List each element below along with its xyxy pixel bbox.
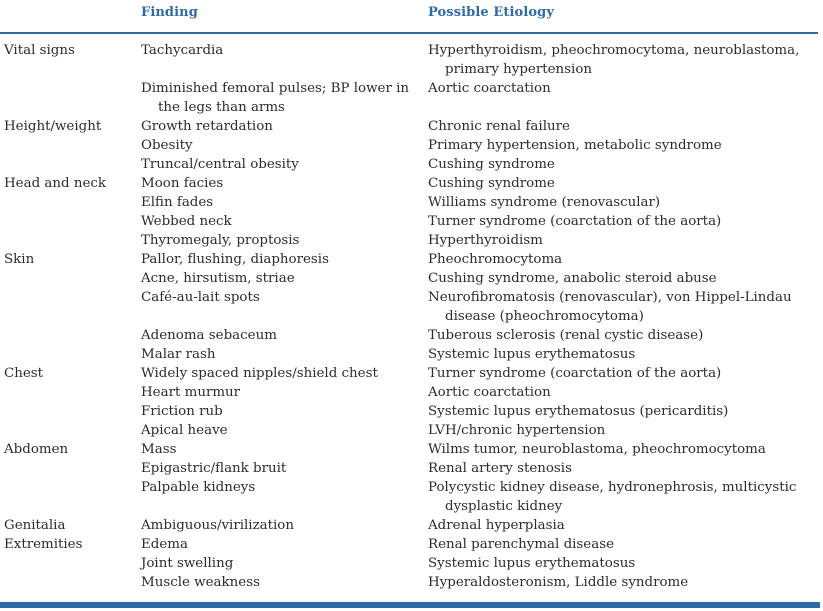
column-header-finding: Finding (141, 5, 198, 20)
table-row (0, 269, 823, 288)
row-finding: Muscle weakness (141, 575, 260, 590)
row-category: Chest (4, 366, 44, 381)
row-etiology: Systemic lupus erythematosus (pericarditis) (428, 404, 729, 419)
row-etiology: Aortic coarctation (428, 81, 551, 96)
row-finding: Joint swelling (141, 556, 234, 571)
row-etiology: Hyperaldosteronism, Liddle syndrome (428, 575, 689, 590)
table-row (0, 554, 823, 573)
table-row (0, 250, 823, 269)
table-row (0, 155, 823, 174)
row-etiology: Systemic lupus erythematosus (428, 556, 636, 571)
row-etiology: Pheochromocytoma (428, 252, 563, 267)
row-etiology: Renal artery stenosis (428, 461, 572, 476)
row-finding: Pallor, flushing, diaphoresis (141, 252, 329, 267)
table-row (0, 288, 823, 326)
row-category: Abdomen (4, 442, 69, 457)
table-row (0, 212, 823, 231)
table-row (0, 402, 823, 421)
table-row (0, 79, 823, 117)
row-finding: Elfin fades (141, 195, 214, 210)
row-etiology: Turner syndrome (coarctation of the aorta) (428, 214, 722, 229)
row-category: Height/weight (4, 119, 102, 134)
row-finding: Tachycardia (141, 43, 224, 58)
row-finding: Obesity (141, 138, 193, 153)
row-category: Skin (4, 252, 35, 267)
table-row (0, 516, 823, 535)
row-etiology: Cushing syndrome (428, 176, 555, 191)
row-etiology: Renal parenchymal disease (428, 537, 614, 552)
column-header-etiology: Possible Etiology (428, 5, 554, 20)
table-row (0, 421, 823, 440)
row-finding: Malar rash (141, 347, 216, 362)
table-bottom-border (0, 602, 820, 608)
table-row (0, 136, 823, 155)
row-finding: Friction rub (141, 404, 223, 419)
row-etiology: Cushing syndrome, anabolic steroid abuse (428, 271, 717, 286)
table-row (0, 193, 823, 212)
table-row (0, 440, 823, 459)
table-row (0, 364, 823, 383)
header-divider (0, 32, 818, 34)
row-etiology: Tuberous sclerosis (renal cystic disease) (428, 328, 704, 343)
row-etiology: Adrenal hyperplasia (428, 518, 565, 533)
row-finding: Heart murmur (141, 385, 241, 400)
table-row (0, 345, 823, 364)
row-finding: Edema (141, 537, 188, 552)
table-row (0, 478, 823, 516)
row-category: Vital signs (4, 43, 75, 58)
table-row (0, 326, 823, 345)
row-etiology: Primary hypertension, metabolic syndrome (428, 138, 722, 153)
table-row (0, 459, 823, 478)
table-body (0, 41, 823, 592)
row-etiology: Aortic coarctation (428, 385, 551, 400)
row-finding: Moon facies (141, 176, 224, 191)
row-etiology: Polycystic kidney disease, hydronephrosis, multicystic dysplastic kidney (428, 480, 797, 514)
table-row (0, 573, 823, 592)
row-finding: Epigastric/flank bruit (141, 461, 287, 476)
row-etiology: Chronic renal failure (428, 119, 570, 134)
row-finding: Thyromegaly, proptosis (141, 233, 300, 248)
row-etiology: Hyperthyroidism, pheochromocytoma, neuroblastoma, primary hypertension (428, 43, 800, 77)
table-row (0, 174, 823, 193)
row-finding: Diminished femoral pulses; BP lower in the legs than arms (141, 81, 410, 115)
row-finding: Mass (141, 442, 177, 457)
table-row (0, 117, 823, 136)
row-etiology: Systemic lupus erythematosus (428, 347, 636, 362)
row-finding: Café-au-lait spots (141, 290, 260, 305)
row-category: Genitalia (4, 518, 66, 533)
table-row (0, 41, 823, 79)
row-finding: Widely spaced nipples/shield chest (141, 366, 378, 381)
row-etiology: Williams syndrome (renovascular) (428, 195, 661, 210)
row-finding: Palpable kidneys (141, 480, 256, 495)
row-etiology: Wilms tumor, neuroblastoma, pheochromocytoma (428, 442, 766, 457)
table-row (0, 383, 823, 402)
row-finding: Truncal/central obesity (141, 157, 299, 172)
row-category: Head and neck (4, 176, 107, 191)
row-finding: Adenoma sebaceum (141, 328, 277, 343)
table-row (0, 231, 823, 250)
row-finding: Growth retardation (141, 119, 273, 134)
table-row (0, 535, 823, 554)
row-etiology: Turner syndrome (coarctation of the aorta) (428, 366, 722, 381)
row-finding: Webbed neck (141, 214, 232, 229)
row-finding: Acne, hirsutism, striae (141, 271, 295, 286)
row-etiology: LVH/chronic hypertension (428, 423, 606, 438)
row-etiology: Cushing syndrome (428, 157, 555, 172)
row-finding: Apical heave (141, 423, 228, 438)
table-header (0, 0, 823, 32)
row-etiology: Neurofibromatosis (renovascular), von Hippel-Lindau disease (pheochromocytoma) (428, 290, 792, 324)
row-etiology: Hyperthyroidism (428, 233, 543, 248)
row-category: Extremities (4, 537, 83, 552)
row-finding: Ambiguous/virilization (141, 518, 294, 533)
